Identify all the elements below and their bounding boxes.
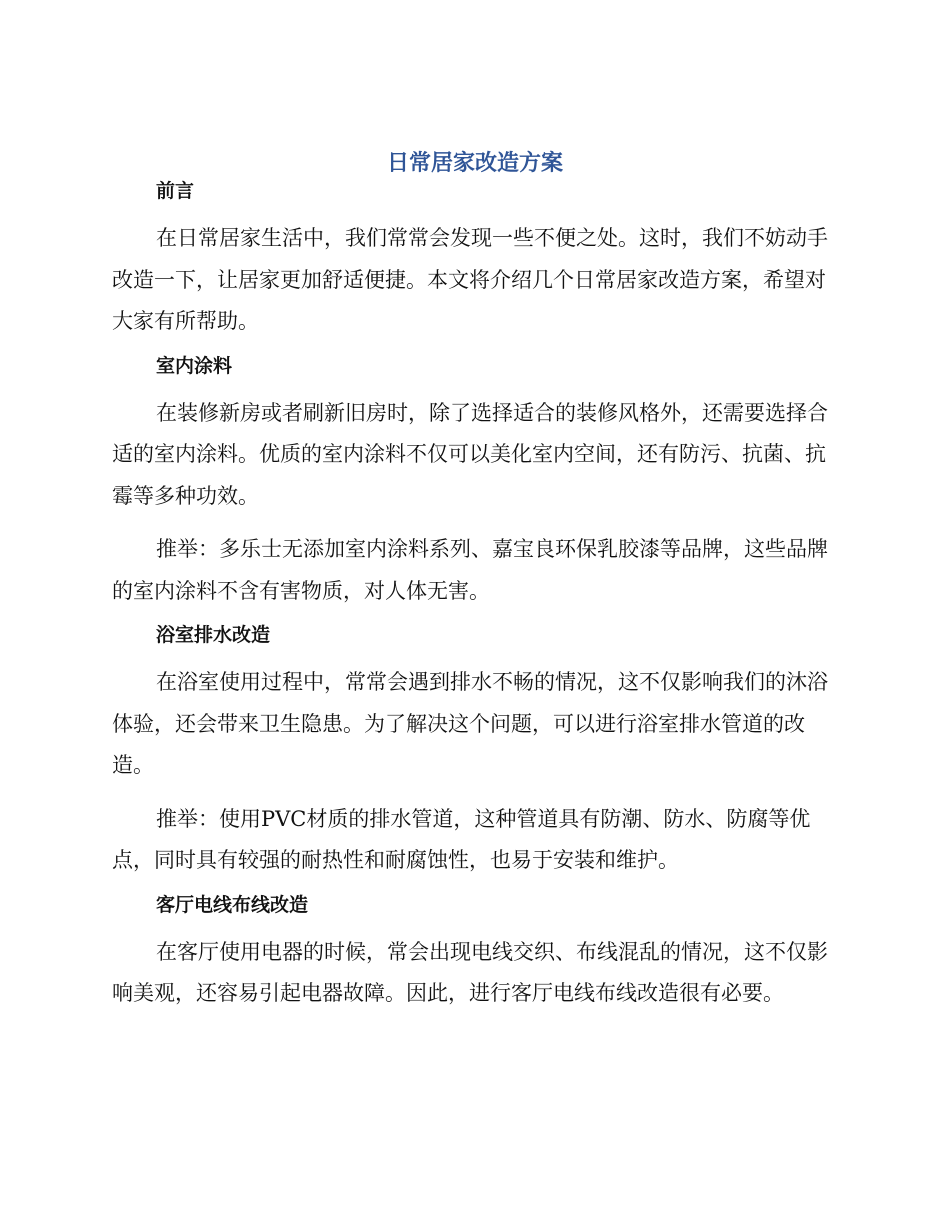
section-heading-preface: 前言 xyxy=(156,180,195,202)
paragraph-interior-paint: 在装修新房或者刷新旧房时，除了选择适合的装修风格外，还需要选择合适的室内涂料。优质的室内涂料不仅可以美化室内空间，还有防污、抗菌、抗霉等多种功效。 xyxy=(112,400,828,508)
section-heading-living-room-wiring: 客厅电线布线改造 xyxy=(156,893,309,916)
paragraph-living-room-wiring: 在客厅使用电器的时候，常会出现电线交织、布线混乱的情况，这不仅影响美观，还容易引起电器故障。因此，进行客厅电线布线改造很有必要。 xyxy=(112,939,828,1005)
paragraph-preface: 在日常居家生活中，我们常常会发现一些不便之处。这时，我们不妨动手改造一下，让居家更加舒适便捷。本文将介绍几个日常居家改造方案，希望对大家有所帮助。 xyxy=(112,226,828,333)
paragraph-interior-paint-recommendation: 推举：多乐士无添加室内涂料系列、嘉宝良环保乳胶漆等品牌，这些品牌的室内涂料不含有害物质，对人体无害。 xyxy=(112,537,828,603)
section-heading-bathroom-drainage: 浴室排水改造 xyxy=(156,624,271,646)
document-title: 日常居家改造方案 xyxy=(386,151,563,176)
section-heading-interior-paint: 室内涂料 xyxy=(156,354,233,377)
document-body xyxy=(112,142,838,1027)
paragraph-bathroom-drainage: 在浴室使用过程中，常常会遇到排水不畅的情况，这不仅影响我们的沐浴体验，还会带来卫生隐患。为了解决这个问题，可以进行浴室排水管道的改造。 xyxy=(112,670,828,777)
paragraph-bathroom-drainage-recommendation: 推举：使用PVC材质的排水管道，这种管道具有防潮、防水、防腐等优点，同时具有较强的耐热性和耐腐蚀性，也易于安装和维护。 xyxy=(112,806,811,872)
